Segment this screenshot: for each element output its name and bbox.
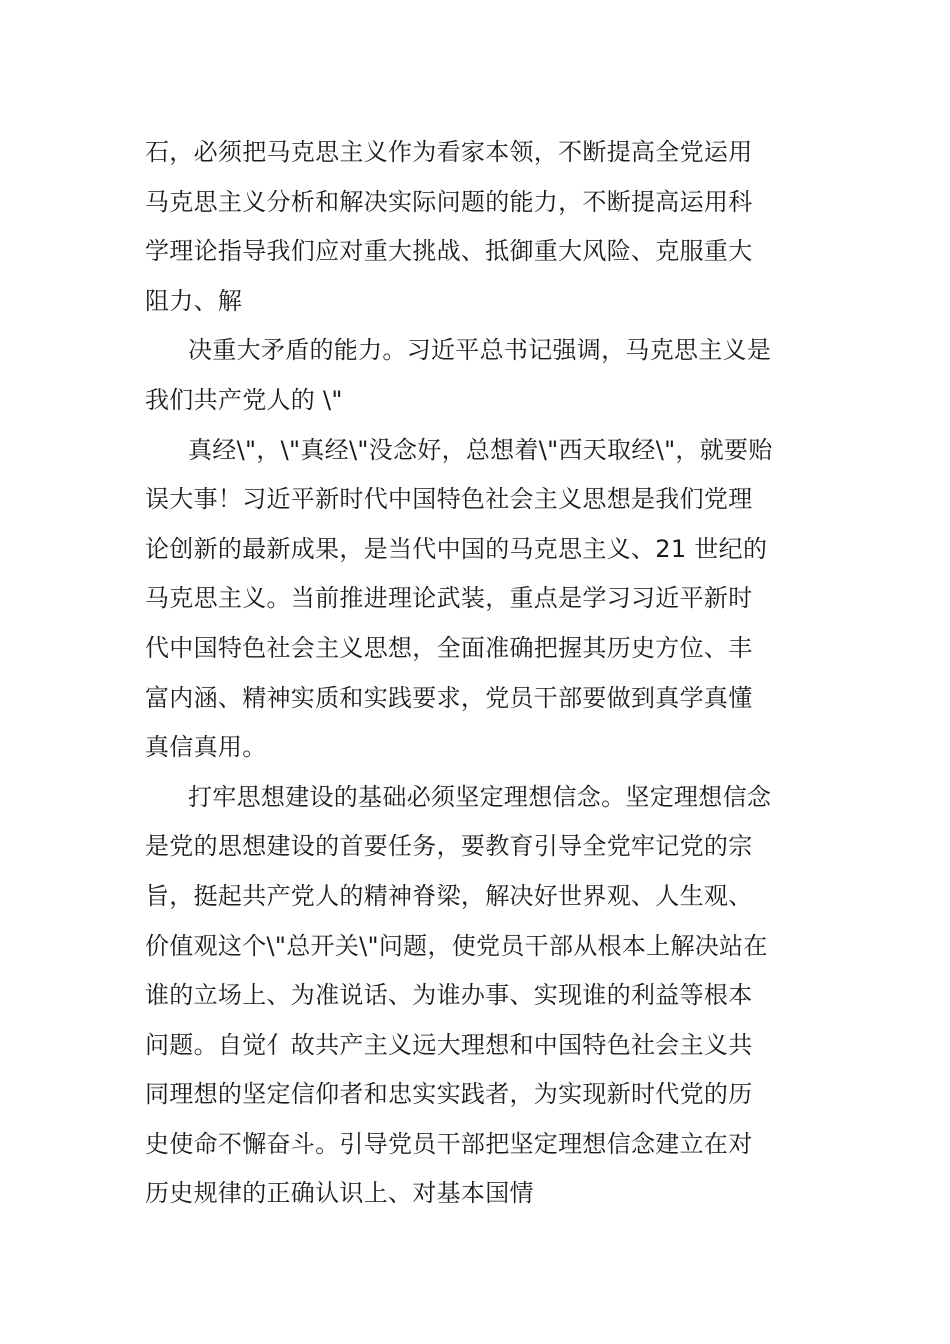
text-line: 是党的思想建设的首要任务，要教育引导全党牢记党的宗	[145, 832, 753, 861]
text-line: 阻力、解	[145, 286, 243, 315]
text-line: 价值观这个\"总开关\"问题，使党员干部从根本上解决站在	[145, 931, 768, 960]
text-line: 马克思主义分析和解决实际问题的能力，不断提高运用科	[145, 187, 753, 216]
text-line: 谁的立场上、为准说话、为谁办事、实现谁的利益等根本	[145, 981, 753, 1010]
text-line: 石，必须把马克思主义作为看家本领，不断提高全党运用	[145, 138, 753, 166]
text-line: 同理想的坚定信仰者和忠实实践者，为实现新时代党的历	[145, 1080, 753, 1109]
text-line: 打牢思想建设的基础必须坚定理想信念。坚定理想信念	[188, 782, 772, 811]
text-line: 我们共产党人的 \"	[145, 385, 343, 414]
text-line: 代中国特色社会主义思想，全面准确把握其历史方位、丰	[145, 633, 753, 662]
text-line: 真经\"，\"真经\"没念好，总想着\"西天取经\"，就要贻	[188, 435, 773, 464]
text-line: 富内涵、精神实质和实践要求，党员干部要做到真学真懂	[145, 683, 753, 712]
text-line: 论创新的最新成果，是当代中国的马克思主义、21 世纪的	[145, 534, 768, 563]
text-line: 误大事！习近平新时代中国特色社会主义思想是我们党理	[145, 485, 753, 514]
text-line: 决重大矛盾的能力。习近平总书记强调，马克思主义是	[188, 336, 772, 365]
text-line: 史使命不懈奋斗。引导党员干部把坚定理想信念建立在对	[145, 1129, 753, 1158]
text-line: 旨，挺起共产党人的精神脊梁，解决好世界观、人生观、	[145, 881, 753, 910]
text-line: 学理论指导我们应对重大挑战、抵御重大风险、克服重大	[145, 237, 753, 266]
text-line: 问题。自觉亻故共产主义远大理想和中国特色社会主义共	[145, 1030, 753, 1059]
document-body	[145, 128, 815, 1219]
text-line: 真信真用。	[145, 733, 267, 762]
text-line: 历史规律的正确认识上、对基本国情	[145, 1179, 534, 1208]
text-line: 马克思主义。当前推进理论武装，重点是学习习近平新时	[145, 584, 753, 613]
